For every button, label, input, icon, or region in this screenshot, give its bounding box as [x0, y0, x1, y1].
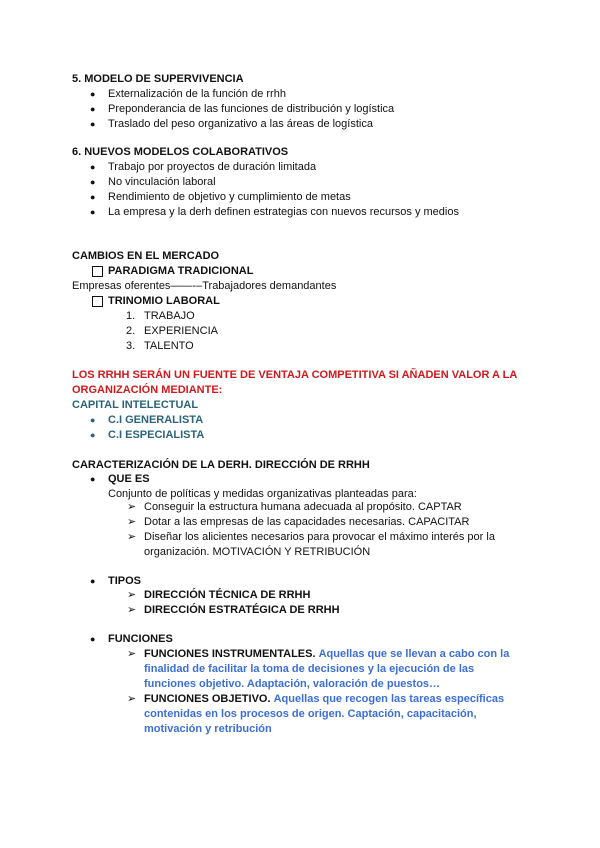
checkbox-icon [92, 266, 103, 277]
section-5-title: 5. MODELO DE SUPERVIVENCIA [72, 73, 244, 85]
list-item: Conseguir la estructura humana adecuada al propósito. CAPTAR [144, 501, 462, 513]
arrow-bullet-icon: ➢ [127, 693, 137, 705]
list-item: C.I GENERALISTA [108, 414, 204, 426]
funciones-instrumentales-text: Aquellas que se llevan a cabo con la [318, 648, 510, 660]
section-6-title: 6. NUEVOS MODELOS COLABORATIVOS [72, 146, 289, 158]
bullet-icon: ● [90, 177, 96, 187]
bullet-icon: ● [90, 430, 96, 440]
list-item: Diseñar los alicientes necesarios para provocar el máximo interés por la [144, 531, 495, 543]
funciones-objetivo-line-1 [144, 692, 504, 706]
list-item: DIRECCIÓN ESTRATÉGICA DE RRHH [144, 604, 340, 616]
arrow-bullet-icon: ➢ [127, 604, 137, 616]
bullet-icon: ● [90, 634, 96, 644]
trinomio-heading: TRINOMIO LABORAL [108, 295, 220, 307]
list-item: C.I ESPECIALISTA [108, 429, 205, 441]
list-item: La empresa y la derh definen estrategias con nuevos recursos y medios [108, 206, 459, 218]
arrow-bullet-icon: ➢ [127, 516, 137, 528]
list-item-continuation: organización. MOTIVACIÓN Y RETRIBUCIÓN [144, 546, 371, 558]
capital-intelectual-heading: CAPITAL INTELECTUAL [72, 399, 199, 411]
bullet-icon: ● [90, 576, 96, 586]
list-number: 3. [126, 340, 136, 352]
bullet-icon: ● [90, 119, 96, 129]
bullet-icon: ● [90, 474, 96, 484]
bullet-icon: ● [90, 192, 96, 202]
list-item: Externalización de la función de rrhh [108, 88, 286, 100]
empresas-text: Empresas oferentes——-–Trabajadores demandantes [72, 280, 337, 292]
conjunto-text: Conjunto de políticas y medidas organizativas planteadas para: [108, 488, 417, 500]
list-item: EXPERIENCIA [144, 325, 218, 337]
list-item: Dotar a las empresas de las capacidades necesarias. CAPACITAR [144, 516, 470, 528]
caracterizacion-title: CARACTERIZACIÓN DE LA DERH. DIRECCIÓN DE RRHH [72, 459, 370, 471]
bullet-icon: ● [90, 162, 96, 172]
list-item: TRABAJO [144, 310, 195, 322]
list-item: Trabajo por proyectos de duración limitada [108, 161, 317, 173]
bullet-icon: ● [90, 207, 96, 217]
funciones-instrumentales-line-1 [144, 647, 509, 661]
list-item: No vinculación laboral [108, 176, 216, 188]
bullet-icon: ● [90, 89, 96, 99]
funciones-objetivo-label: FUNCIONES OBJETIVO. [144, 693, 271, 705]
arrow-bullet-icon: ➢ [127, 589, 137, 601]
arrow-bullet-icon: ➢ [127, 648, 137, 660]
funciones-objetivo-line-2: contenidas en los procesos de origen. Captación, capacitación, [144, 708, 477, 720]
arrow-bullet-icon: ➢ [127, 531, 137, 543]
bullet-icon: ● [90, 415, 96, 425]
list-item: Rendimiento de objetivo y cumplimiento de metas [108, 191, 351, 203]
ventaja-line-1: LOS RRHH SERÁN UN FUENTE DE VENTAJA COMPETITIVA SI AÑADEN VALOR A LA [72, 369, 518, 381]
arrow-bullet-icon: ➢ [127, 501, 137, 513]
que-es-heading: QUE ES [108, 473, 150, 485]
cambios-title: CAMBIOS EN EL MERCADO [72, 250, 220, 262]
checkbox-icon [92, 296, 103, 307]
list-item: TALENTO [144, 340, 194, 352]
list-item: Preponderancia de las funciones de distribución y logística [108, 103, 395, 115]
ventaja-line-2: ORGANIZACIÓN MEDIANTE: [72, 384, 223, 396]
list-item: Traslado del peso organizativo a las áreas de logística [108, 118, 373, 130]
list-item: DIRECCIÓN TÉCNICA DE RRHH [144, 589, 311, 601]
funciones-objetivo-text: Aquellas que recogen las tareas específicas [273, 693, 505, 705]
funciones-objetivo-line-3: motivación y retribución [144, 723, 272, 735]
funciones-heading: FUNCIONES [108, 633, 173, 645]
list-number: 1. [126, 310, 136, 322]
tipos-heading: TIPOS [108, 575, 142, 587]
bullet-icon: ● [90, 104, 96, 114]
funciones-instrumentales-line-2: finalidad de facilitar la toma de decisiones y la ejecución de las [144, 663, 475, 675]
funciones-instrumentales-label: FUNCIONES INSTRUMENTALES. [144, 648, 316, 660]
paradigma-heading: PARADIGMA TRADICIONAL [108, 265, 254, 277]
list-number: 2. [126, 325, 136, 337]
funciones-instrumentales-line-3: funciones objetivo. Adaptación, valoración de puestos… [144, 678, 441, 690]
